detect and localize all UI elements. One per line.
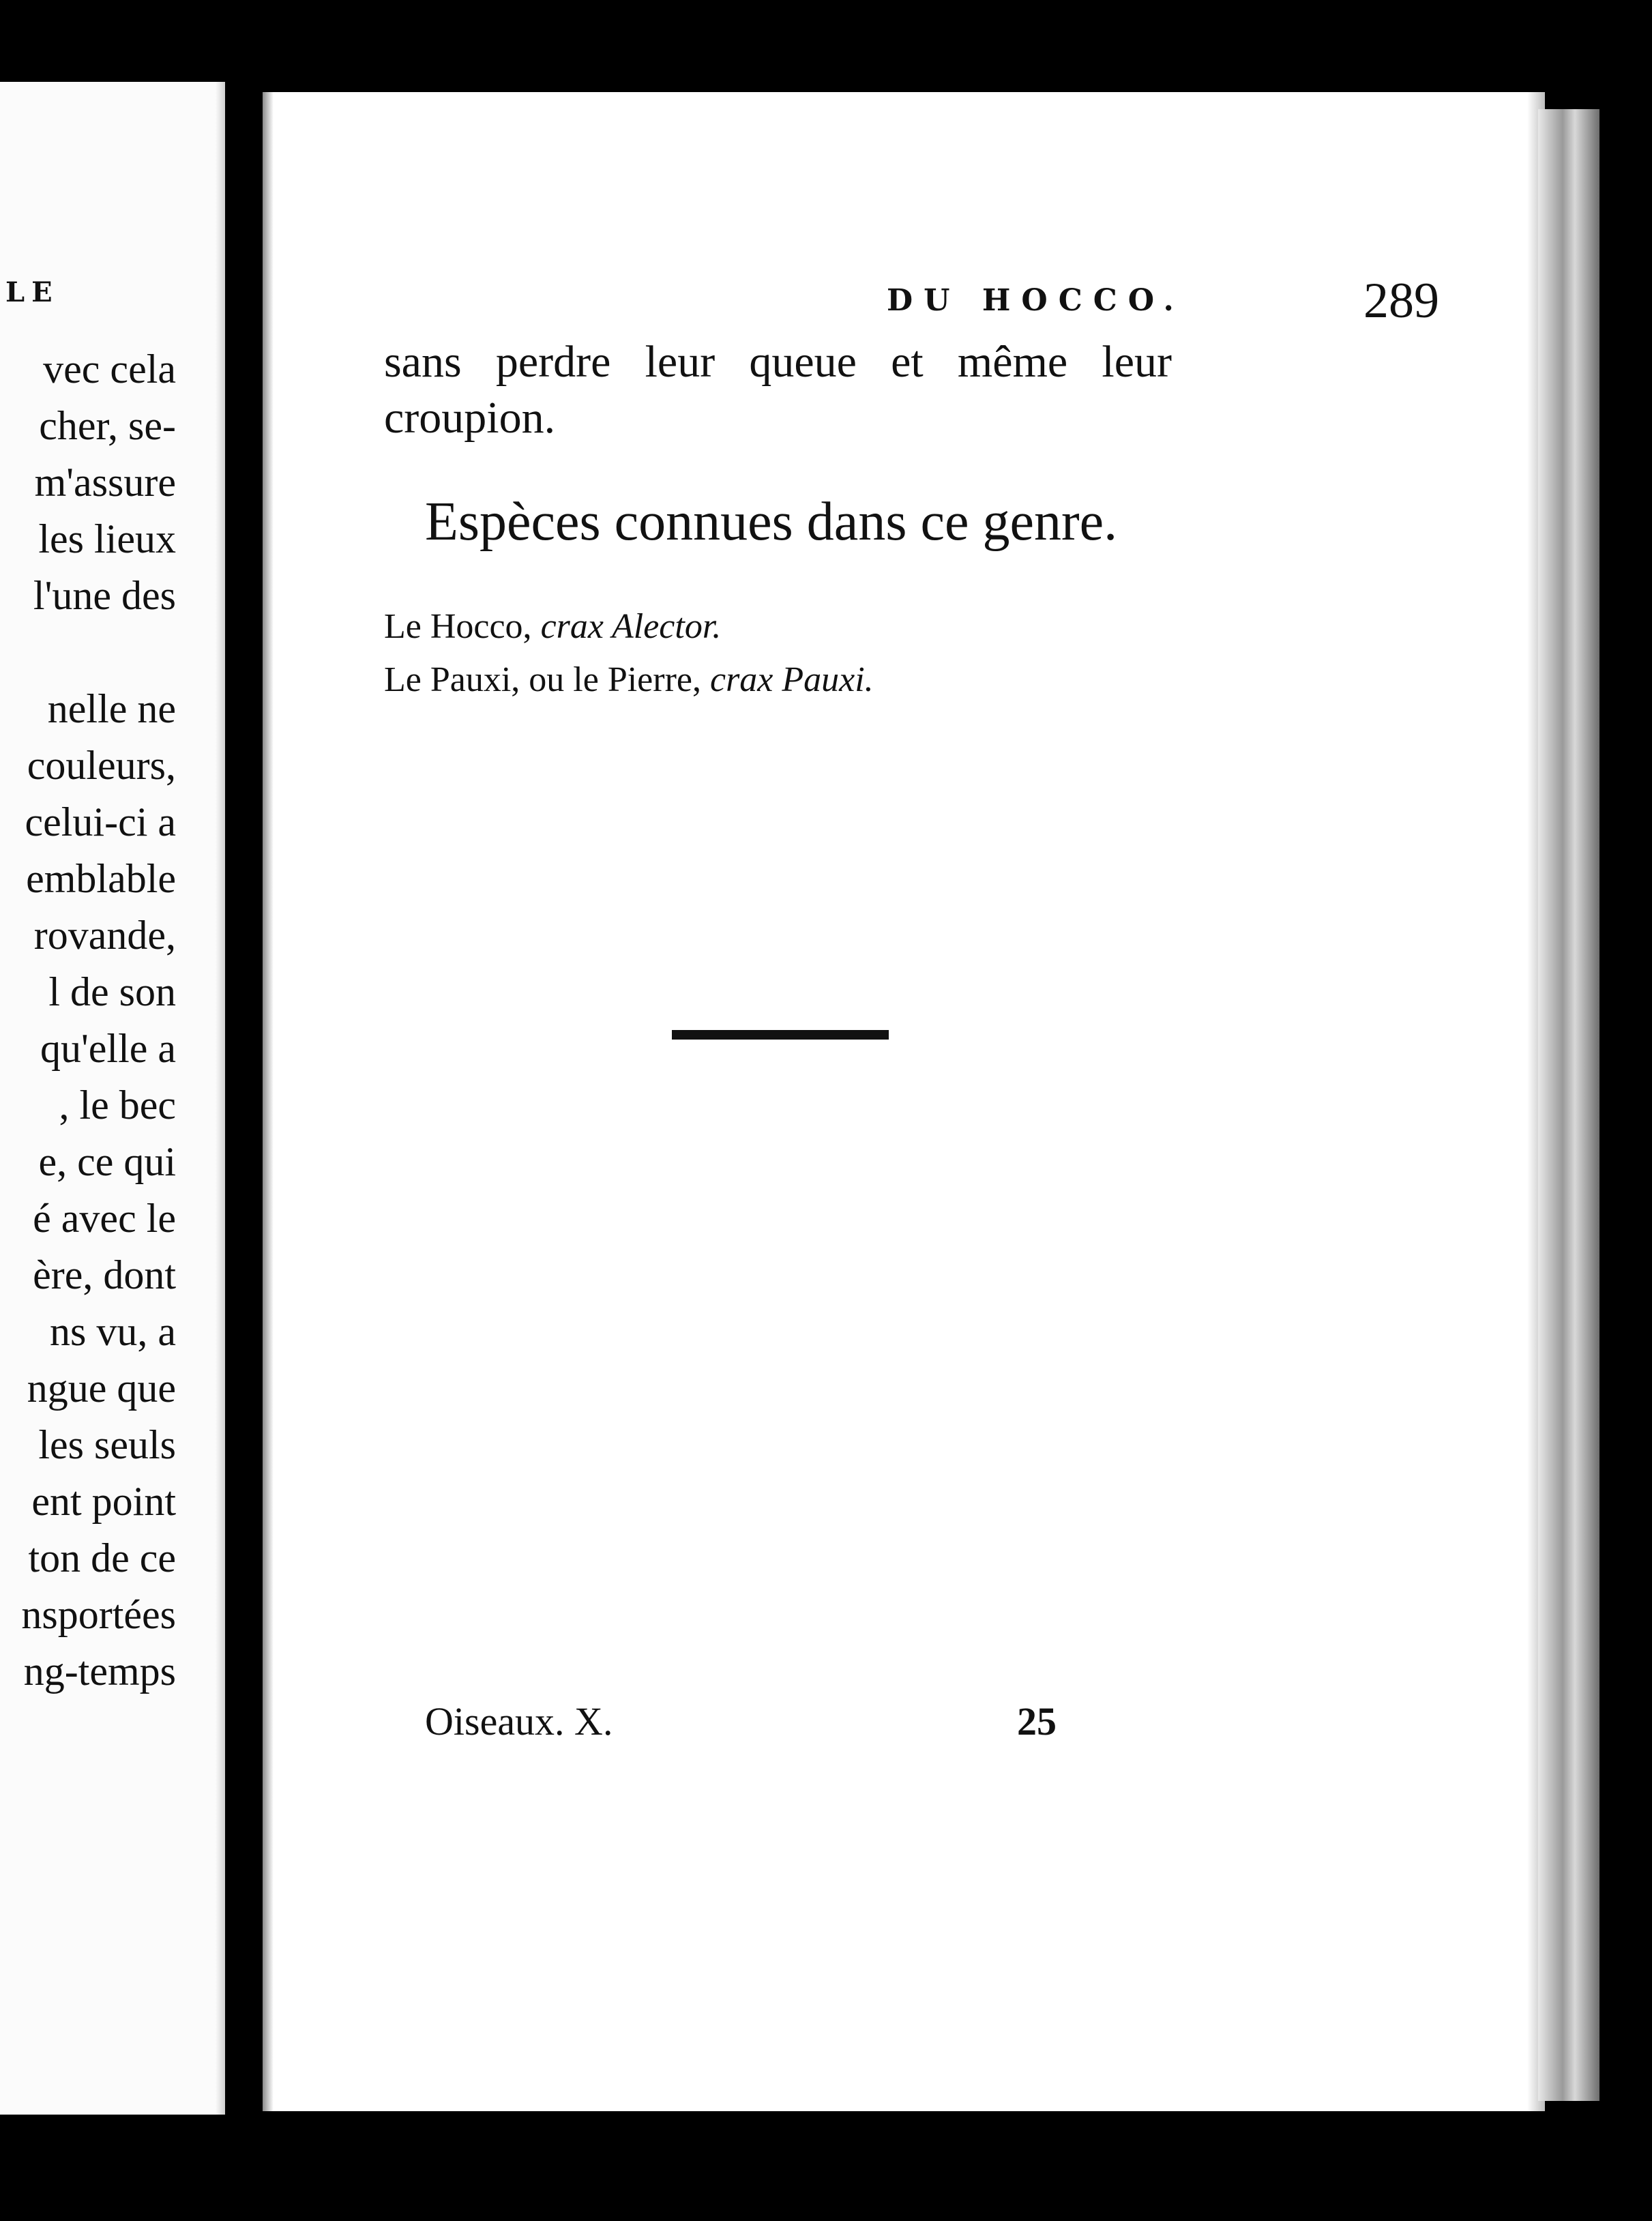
left-line: emblable: [26, 856, 176, 901]
left-line: rovande,: [33, 913, 176, 958]
running-title: DU HOCCO.: [887, 283, 1185, 318]
species-latin-name: crax Pauxi.: [709, 660, 874, 699]
spine-shadow: [216, 82, 225, 2115]
left-line: ngue que: [27, 1366, 176, 1411]
left-line: é avec le: [33, 1196, 176, 1241]
left-line: celui-ci a: [25, 799, 176, 844]
left-line: ent point: [31, 1479, 176, 1524]
left-page-text: [0, 341, 176, 1700]
species-latin-name: crax Alector.: [540, 607, 722, 646]
left-line: l'une des: [33, 573, 176, 618]
left-page-fragment: [0, 82, 225, 2115]
signature-label: Oiseaux. X.: [425, 1699, 613, 1744]
body-line: croupion.: [384, 393, 556, 443]
left-line: m'assure: [34, 460, 176, 505]
page-header: [641, 273, 1439, 331]
body-paragraph: [384, 334, 1172, 446]
left-line: ère, dont: [33, 1252, 176, 1297]
species-item: [384, 600, 1168, 653]
left-line: ng-temps: [23, 1649, 176, 1694]
left-line: ton de ce: [28, 1535, 176, 1580]
left-line: vec cela: [43, 347, 176, 392]
page-number: 289: [1363, 273, 1439, 329]
page-gutter-edge: [263, 92, 274, 2111]
species-common-name: Le Pauxi, ou le Pierre,: [384, 660, 701, 699]
signature-number: 25: [1017, 1699, 1057, 1744]
left-running-title: LE: [5, 276, 59, 308]
left-line: les lieux: [38, 516, 176, 561]
left-line: couleurs,: [27, 743, 176, 788]
left-line: nsportées: [21, 1592, 176, 1637]
page-stack-edges: [1538, 109, 1599, 2101]
left-line: l de son: [48, 969, 176, 1014]
species-list: [384, 600, 1168, 707]
left-line: , le bec: [59, 1083, 176, 1128]
section-heading: Espèces connues dans ce genre.: [425, 492, 1118, 552]
left-line: les seuls: [38, 1422, 176, 1467]
species-common-name: Le Hocco,: [384, 607, 532, 646]
left-line: nelle ne: [47, 686, 176, 731]
page-footer: [425, 1698, 1107, 1760]
left-line: e, ce qui: [38, 1139, 176, 1184]
right-page: [263, 92, 1545, 2111]
left-line-gap: [0, 624, 176, 681]
left-line: ns vu, a: [50, 1309, 176, 1354]
left-line: qu'elle a: [40, 1026, 176, 1071]
species-item: [384, 653, 1168, 707]
section-end-rule: [672, 1030, 889, 1040]
left-line: cher, se-: [39, 403, 176, 448]
body-line: sans perdre leur queue et même leur: [384, 337, 1172, 387]
